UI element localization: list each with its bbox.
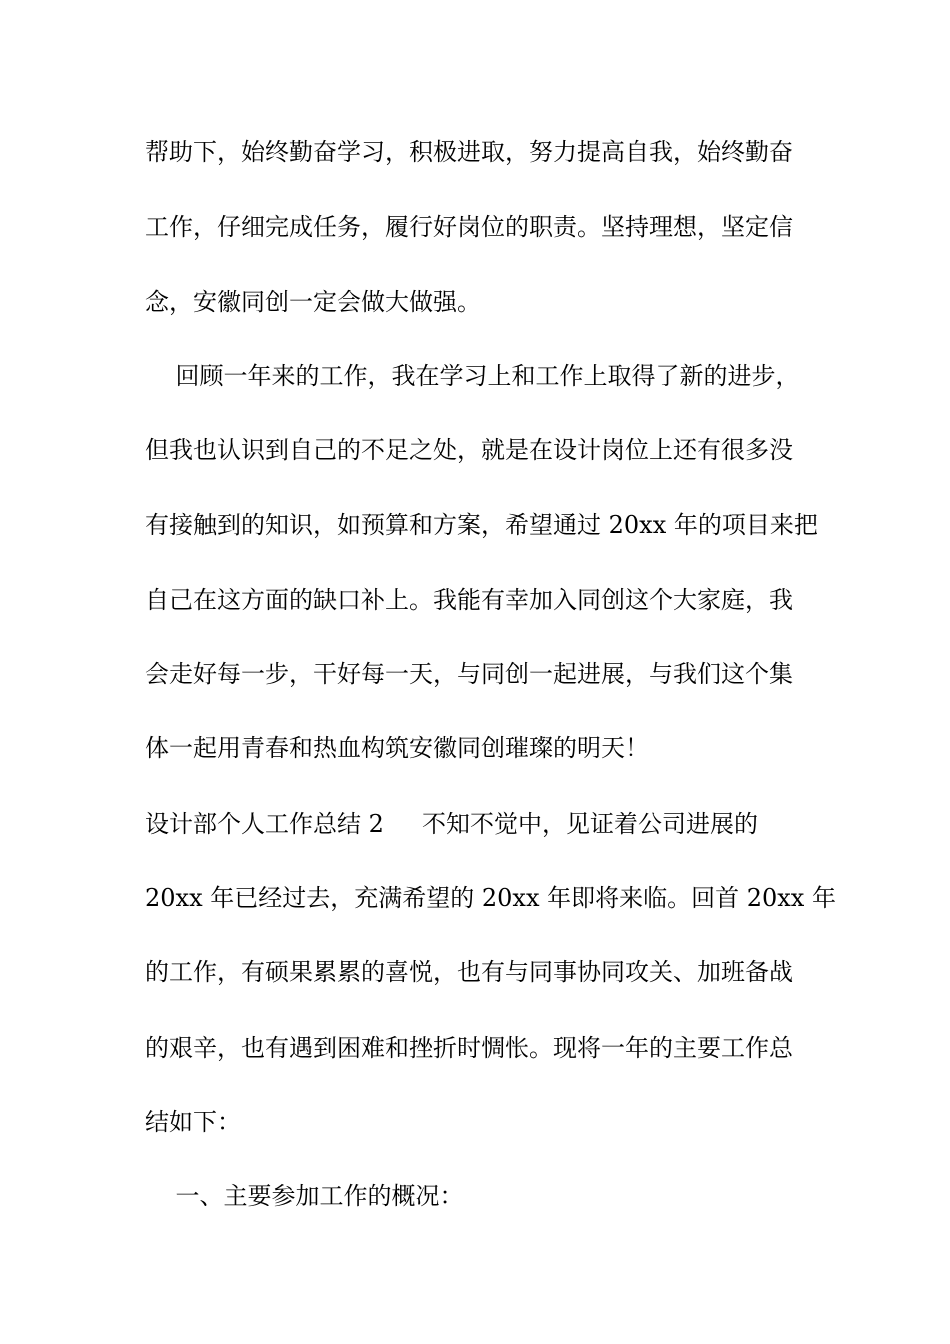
text-line: 会走好每一步，干好每一天，与同创一起进展，与我们这个集 [145,660,793,688]
section-heading-line: 设计部个人工作总结 2 不知不觉中，见证着公司进展的 [145,810,759,838]
text-line: 20xx 年已经过去，充满希望的 20xx 年即将来临。回首 20xx 年 [145,884,836,912]
text-line: 有接触到的知识，如预算和方案，希望通过 20xx 年的项目来把 [145,511,818,539]
text-line: 结如下： [145,1108,241,1136]
text-line: 但我也认识到自己的不足之处，就是在设计岗位上还有很多没 [145,436,793,464]
text-line: 自己在这方面的缺口补上。我能有幸加入同创这个大家庭，我 [145,586,793,614]
text-line: 回顾一年来的工作，我在学习上和工作上取得了新的进步， [145,362,800,390]
text-line: 念，安徽同创一定会做大做强。 [145,288,481,316]
text-line: 工作，仔细完成任务，履行好岗位的职责。坚持理想，坚定信 [145,213,793,241]
text-line: 的工作，有硕果累累的喜悦，也有与同事协同攻关、加班备战 [145,958,793,986]
text-line: 体一起用青春和热血构筑安徽同创璀璨的明天！ [145,734,649,762]
subheading-line: 一、主要参加工作的概况： [145,1182,464,1210]
text-line: 的艰辛，也有遇到困难和挫折时惆怅。现将一年的主要工作总 [145,1034,793,1062]
text-line: 帮助下，始终勤奋学习，积极进取，努力提高自我，始终勤奋 [145,138,793,166]
